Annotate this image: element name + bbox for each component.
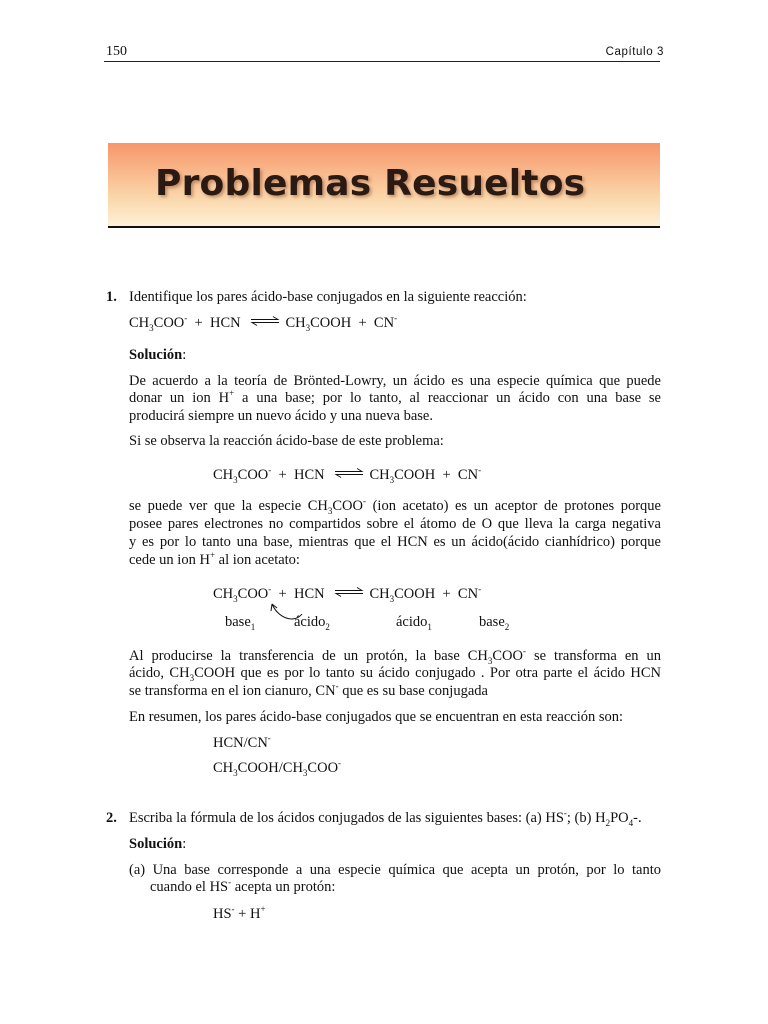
problem-1-statement: Identifique los pares ácido-base conjugados en la siguiente reacción: bbox=[129, 289, 527, 305]
label-acido1: ácido$_1$ bbox=[396, 614, 432, 632]
banner-rule bbox=[108, 226, 660, 228]
conjugate-pair-2: $CH_3COOH/CH_3COO^-$ bbox=[213, 758, 342, 778]
chapter-title: Capítulo 3 bbox=[605, 46, 664, 58]
paragraph-4-line-2: ácido, $CH_3COOH$ que es por lo tanto su ácido conjugado . Por otra parte el ácido HCN bbox=[129, 665, 661, 683]
paragraph-3-line-4: cede un ion H+ al ion acetato: bbox=[129, 550, 300, 568]
paragraph-4-line-1: Al producirse la transferencia de un protón, la base $CH_3COO^-$ se transforma en un bbox=[129, 646, 661, 666]
paragraph-3-line-1: se puede ver que la especie $CH_3COO^-$ (ion acetato) es un aceptor de protones porque bbox=[129, 496, 661, 516]
reaction-equation-3 bbox=[213, 586, 481, 603]
equation-hs-plus-h: HS- + H+ bbox=[213, 904, 266, 922]
equilibrium-arrow bbox=[334, 468, 364, 478]
label-acido2: ácido$_2$ bbox=[294, 614, 330, 632]
header-rule bbox=[104, 61, 660, 62]
solution-1-heading: Solución: bbox=[129, 347, 187, 363]
label-base2: base$_2$ bbox=[479, 614, 510, 632]
paragraph-5: En resumen, los pares ácido-base conjugados que se encuentran en esta reacción son: bbox=[129, 709, 624, 725]
plus-sign: + bbox=[358, 315, 367, 331]
plus-sign: + bbox=[194, 315, 203, 331]
reactant-acetate: $CH_3COO^-$ bbox=[213, 465, 272, 485]
paragraph-1-line-3: producirá siempre un nuevo ácido y una nueva base. bbox=[129, 408, 433, 424]
part-a-line-1: (a) Una base corresponde a una especie química que acepta un protón, por lo tanto bbox=[129, 862, 661, 878]
plus-sign: + bbox=[442, 586, 451, 602]
product-acetic-acid: $CH_3COOH$ bbox=[369, 467, 436, 485]
product-cyanide: CN- bbox=[373, 313, 398, 331]
reactant-hcn: HCN bbox=[293, 467, 325, 483]
plus-sign: + bbox=[278, 467, 287, 483]
problem-1-number: 1. bbox=[106, 289, 117, 305]
problem-2-number: 2. bbox=[106, 810, 117, 826]
reactant-hcn: HCN bbox=[293, 586, 325, 602]
reactant-hcn: HCN bbox=[209, 315, 241, 331]
label-base1: base$_1$ bbox=[225, 614, 256, 632]
paragraph-4-line-3: se transforma en el ion cianuro, CN- que es su base conjugada bbox=[129, 681, 488, 699]
product-acetic-acid: $CH_3COOH$ bbox=[369, 586, 436, 604]
product-cyanide: CN- bbox=[457, 584, 482, 602]
paragraph-3-line-2: posee pares electrones no compartidos sobre el átomo de O que lleva la carga negativa bbox=[129, 516, 661, 532]
page-number: 150 bbox=[106, 44, 127, 59]
paragraph-1-line-1: De acuerdo a la teoría de Brönted-Lowry, un ácido es una especie química que puede bbox=[129, 373, 661, 389]
plus-sign: + bbox=[442, 467, 451, 483]
paragraph-2: Si se observa la reacción ácido-base de este problema: bbox=[129, 433, 444, 449]
reaction-equation-1 bbox=[129, 315, 397, 332]
product-cyanide: CN- bbox=[457, 465, 482, 483]
product-acetic-acid: $CH_3COOH$ bbox=[285, 315, 352, 333]
equilibrium-arrow bbox=[334, 587, 364, 597]
problem-2-statement: Escriba la fórmula de los ácidos conjugados de las siguientes bases: (a) HS-; (b) $H_2PO_4-$. bbox=[129, 808, 642, 828]
paragraph-3-line-3: y es por lo tanto una base, mientras que el HCN es un ácido(ácido cianhídrico) porque bbox=[129, 534, 661, 550]
plus-sign: + bbox=[278, 586, 287, 602]
conjugate-pair-1: HCN/CN- bbox=[213, 733, 271, 751]
reactant-acetate: $CH_3COO^-$ bbox=[213, 584, 272, 604]
solution-2-heading: Solución: bbox=[129, 836, 187, 852]
section-title: Problemas Resueltos bbox=[155, 163, 586, 204]
part-a-line-2: cuando el HS- acepta un protón: bbox=[150, 877, 336, 895]
paragraph-1-line-2: donar un ion H+ a una base; por lo tanto, al reaccionar un ácido con una base se bbox=[129, 388, 661, 406]
equilibrium-arrow bbox=[250, 316, 280, 326]
reactant-acetate: $CH_3COO^-$ bbox=[129, 313, 188, 333]
reaction-equation-2 bbox=[213, 467, 481, 484]
